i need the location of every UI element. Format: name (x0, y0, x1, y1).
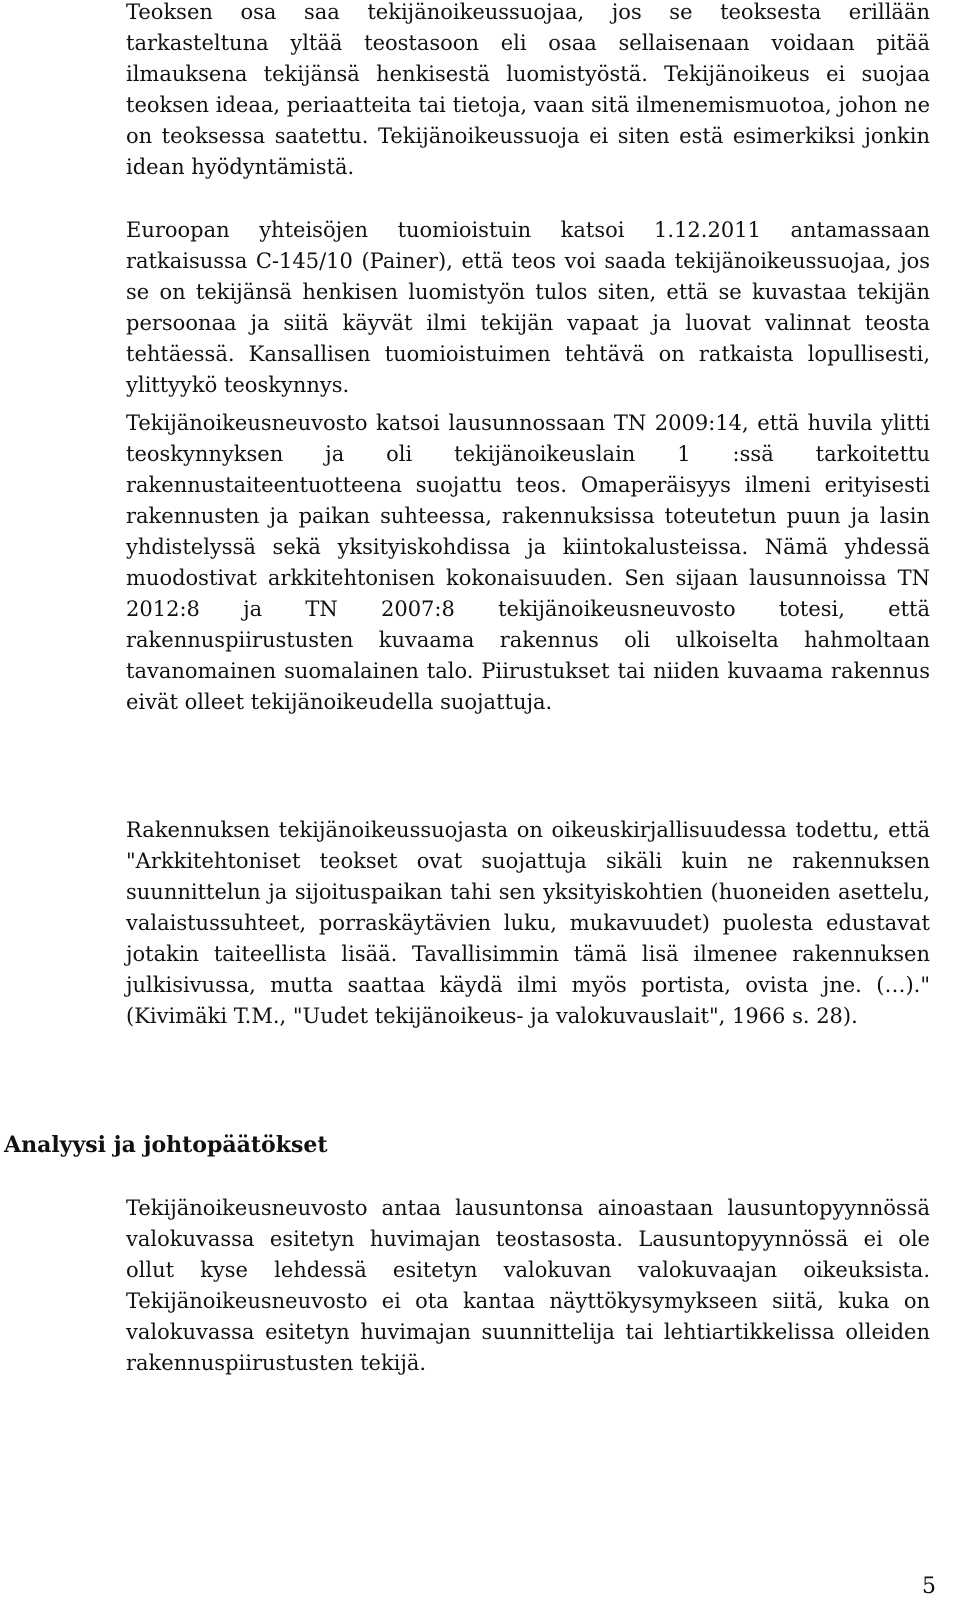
paragraph-eu-court: Euroopan yhteisöjen tuomioistuin katsoi 1.12.2011 antamassaan ratkaisussa C-145/10 (Painer), että teos voi saada tekijänoikeussuojaa, jos se on tekijänsä henkisen luomistyön tulos siten, että se kuvastaa tekijän persoonaa ja siitä käyvät ilmi tekijän vapaat ja luovat valinnat teosta tehtäessä. Kansallisen tuomioistuimen tehtävä on ratkaista lopullisesti, ylittyykö teoskynnys. (126, 218, 930, 397)
paragraph-literature: Rakennuksen tekijänoikeussuojasta on oikeuskirjallisuudessa todettu, että "Arkkitehtoniset teokset ovat suojattuja sikäli kuin ne rakennuksen suunnittelun ja sijoituspaikan tahi sen yksityiskohtien (huoneiden asettelu, valaistussuhteet, porraskäytävien luku, mukavuudet) puolesta edustavat jotakin taiteellista lisää. Tavallisimmin tämä lisä ilmenee rakennuksen julkisivussa, mutta saattaa käydä ilmi myös portista, ovista jne. (…)." (Kivimäki T.M., "Uudet tekijänoikeus- ja valokuvauslait", 1966 s. 28). (126, 818, 930, 1028)
paragraph-conclusion: Tekijänoikeusneuvosto antaa lausuntonsa ainoastaan lausuntopyynnössä valokuvassa esitetyn huvimajan teostasosta. Lausuntopyynnössä ei ole ollut kyse lehdessä esitetyn valokuvan valokuvaajan oikeuksista. Tekijänoikeusneuvosto ei ota kantaa näyttökysymykseen siitä, kuka on valokuvassa esitetyn huvimajan suunnittelija tai lehtiartikkelissa olleiden rakennuspiirustusten tekijä. (126, 1196, 930, 1375)
page-number: 5 (922, 1574, 936, 1599)
section-heading: Analyysi ja johtopäätökset (4, 1132, 328, 1158)
paragraph-work-part: Teoksen osa saa tekijänoikeussuojaa, jos se teoksesta erillään tarkasteltuna yltää teostasoon eli osaa sellaisenaan voidaan pitää ilmauksena tekijänsä henkisestä luomistyöstä. Tekijänoikeus ei suojaa teoksen ideaa, periaatteita tai tietoja, vaan sitä ilmenemismuotoa, johon ne on teoksessa saatettu. Tekijänoikeussuoja ei siten estä esimerkiksi jonkin idean hyödyntämistä. (126, 0, 930, 179)
paragraph-council-statement: Tekijänoikeusneuvosto katsoi lausunnossaan TN 2009:14, että huvila ylitti teoskynnyksen ja oli tekijänoikeuslain 1 :ssä tarkoitettu rakennustaiteentuotteena suojattu teos. Omaperäisyys ilmeni erityisesti rakennusten ja paikan suhteessa, rakennuksissa toteutetun puun ja lasin yhdistelyssä sekä yksityiskohdissa ja kiintokalusteissa. Nämä yhdessä muodostivat arkkitehtonisen kokonaisuuden. Sen sijaan lausunnoissa TN 2012:8 ja TN 2007:8 tekijänoikeusneuvosto totesi, että rakennuspiirustusten kuvaama rakennus oli ulkoiselta hahmoltaan tavanomainen suomalainen talo. Piirustukset tai niiden kuvaama rakennus eivät olleet tekijänoikeudella suojattuja. (126, 411, 930, 714)
